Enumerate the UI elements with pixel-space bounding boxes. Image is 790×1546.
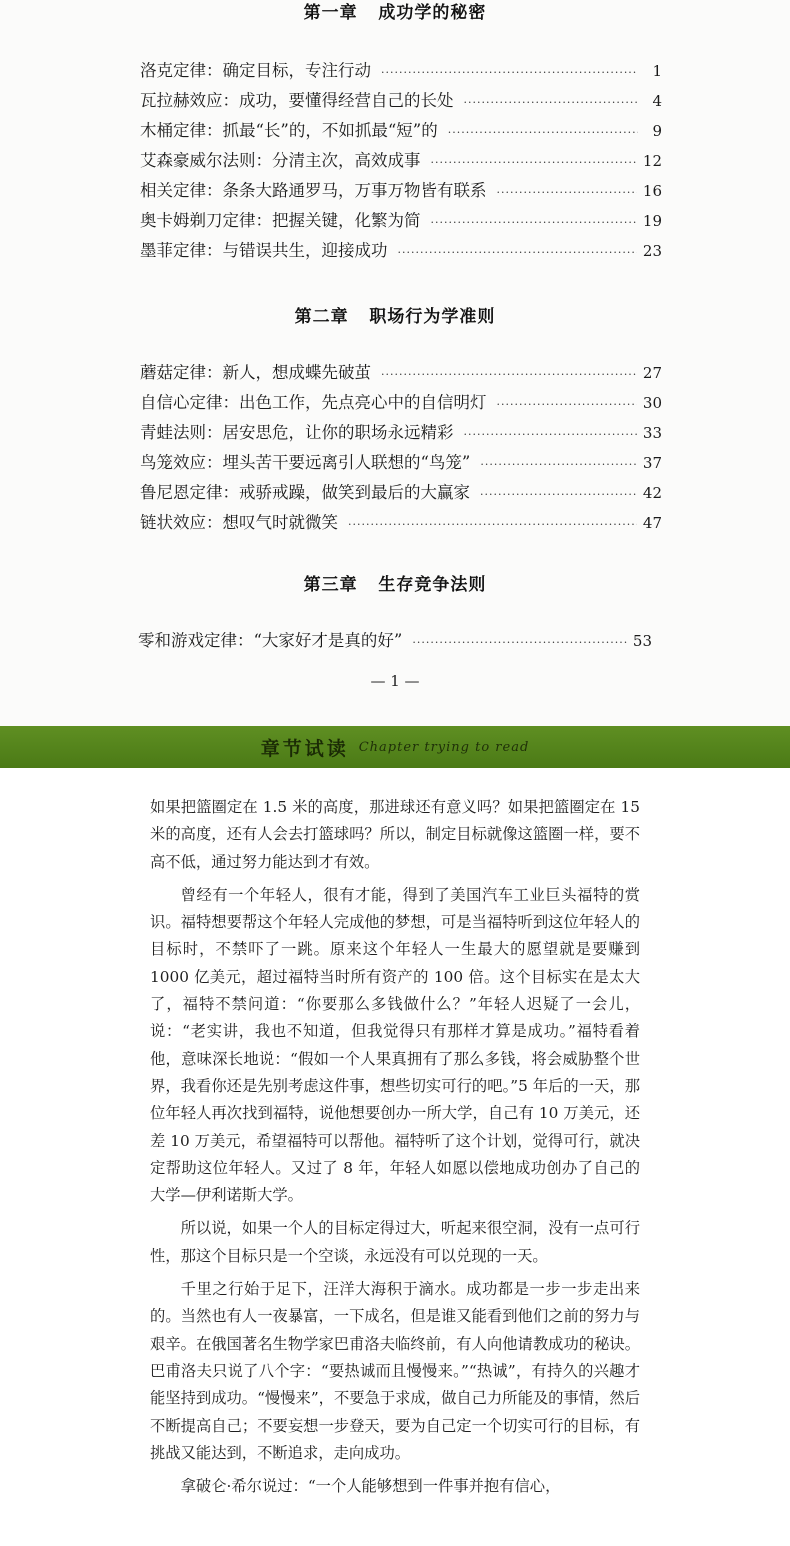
toc-entry-title: 零和游戏定律：“大家好才是真的好” [138,631,403,650]
toc-entry-title: 艾森豪威尔法则：分清主次，高效成事 [140,151,421,170]
toc-entry-title: 自信心定律：出色工作，先点亮心中的自信明灯 [140,393,487,412]
toc-entry[interactable] [140,390,662,416]
toc-entry-page: 9 [652,122,662,140]
toc-entry-page: 53 [632,632,652,650]
leader-dots [497,392,637,418]
toc-entry-title: 相关定律：条条大路通罗马，万事万物皆有联系 [140,181,487,200]
toc-entry-title: 瓦拉赫效应：成功，要懂得经营自己的长处 [140,91,454,110]
excerpt-paragraph: 曾经有一个年轻人，很有才能，得到了美国汽车工业巨头福特的赏识。福特想要帮这个年轻人完成他的梦想，可是当福特听到这位年轻人的目标时，不禁吓了一跳。原来这个年轻人一生最大的愿望就是要赚到 1000 亿美元，超过福特当时所有资产的 100 倍。这个目标实在是太大了，福特不禁问道：“你要那么多钱做什么？”年轻人迟疑了一会儿，说：“老实讲，我也不知道，但我觉得只有那样才算是成功。”福特看着他，意味深长地说：“假如一个人果真拥有了那么多钱，将会威胁整个世界，我看你还是先别考虑这件事，想些切实可行的吧。”5 年后的一天，那位年轻人再次找到福特，说他想要创办一所大学，自己有 10 万美元，还差 10 万美元，希望福特可以帮他。福特听了这个计划，觉得可行，就决定帮助这位年轻人。又过了 8 年，年轻人如愿以偿地成功创办了自己的大学—伊利诺斯大学。 [150,885,640,1205]
leader-dots [381,60,638,86]
toc-entry[interactable] [140,450,662,476]
leader-dots [497,180,637,206]
toc-entry-title: 蘑菇定律：新人，想成蝶先破茧 [140,363,371,382]
toc-entry-page: 33 [642,424,662,442]
toc-entry-page: 30 [642,394,662,412]
leader-dots [381,362,637,388]
page-number: — 1 — [370,672,420,690]
toc-entry-page: 19 [642,212,662,230]
toc-entry-title: 奥卡姆剃刀定律：把握关键，化繁为简 [140,211,421,230]
chapter-1-title: 第一章 成功学的秘密 [303,3,487,23]
toc-entry-title: 木桶定律：抓最“长”的，不如抓最“短”的 [140,121,438,140]
toc-entry[interactable] [140,208,662,234]
excerpt-paragraph: 所以说，如果一个人的目标定得过大，听起来很空洞，没有一点可行性，那这个目标只是一个空谈，永远没有可以兑现的一天。 [150,1219,640,1265]
toc-entry[interactable] [140,88,662,114]
toc-entry-page: 47 [642,514,662,532]
toc-entry-title: 鸟笼效应：埋头苦干要远离引人联想的“鸟笼” [140,453,471,472]
toc-entry[interactable] [140,360,662,386]
toc-entry-title: 鲁尼恩定律：戒骄戒躁，做笑到最后的大赢家 [140,483,470,502]
excerpt-text [150,794,640,1506]
toc-entry-page: 37 [642,454,662,472]
toc-entry-page: 23 [642,242,662,260]
toc-entry[interactable] [140,118,662,144]
toc-entry-page: 42 [642,484,662,502]
chapter-preview-banner [0,726,790,768]
chapter-2-title: 第二章 职场行为学准则 [294,307,496,327]
toc-entry[interactable] [140,58,662,84]
toc-entry-title: 链状效应：想叹气时就微笑 [140,513,338,532]
leader-dots [448,120,638,146]
leader-dots [480,482,637,508]
excerpt-paragraph: 如果把篮圈定在 1.5 米的高度，那进球还有意义吗？如果把篮圈定在 15 米的高度，还有人会去打篮球吗？所以，制定目标就像这篮圈一样，要不高不低，通过努力能达到才有效。 [150,798,640,871]
toc-entry[interactable] [140,420,662,446]
leader-dots [431,210,637,236]
toc-entry[interactable] [140,480,662,506]
toc-entry-title: 洛克定律：确定目标，专注行动 [140,61,371,80]
leader-dots [431,150,637,176]
bottom-fade [0,1520,790,1546]
leader-dots [348,512,637,538]
toc-entry[interactable] [140,178,662,204]
toc-entry-page: 12 [642,152,662,170]
toc-entry[interactable] [138,628,652,654]
table-of-contents [0,0,790,726]
toc-entry[interactable] [140,510,662,536]
leader-dots [464,422,637,448]
leader-dots [412,630,627,656]
banner-title: 章节试读 [260,737,349,760]
leader-dots [464,90,639,116]
toc-entry-title: 青蛙法则：居安思危，让你的职场永远精彩 [140,423,454,442]
toc-entry-page: 4 [652,92,662,110]
banner-subtitle: Chapter trying to read [358,739,530,755]
leader-dots [480,452,637,478]
excerpt-paragraph: 千里之行始于足下，汪洋大海积于滴水。成功都是一步一步走出来的。当然也有人一夜暴富，一下成名，但是谁又能看到他们之前的努力与艰辛。在俄国著名生物学家巴甫洛夫临终前，有人向他请教成功的秘诀。巴甫洛夫只说了八个字：“要热诚而且慢慢来。”“热诚”，有持久的兴趣才能坚持到成功。“慢慢来”，不要急于求成，做自己力所能及的事情，然后不断提高自己；不要妄想一步登天，要为自己定一个切实可行的目标，有挑战又能达到，不断追求，走向成功。 [150,1280,640,1462]
toc-entry-page: 27 [642,364,662,382]
toc-entry-page: 16 [642,182,662,200]
toc-entry[interactable] [140,238,662,264]
toc-entry[interactable] [140,148,662,174]
leader-dots [398,240,637,266]
toc-entry-title: 墨菲定律：与错误共生，迎接成功 [140,241,388,260]
chapter-3-title: 第三章 生存竞争法则 [303,575,487,595]
toc-entry-page: 1 [652,62,662,80]
excerpt-paragraph: 拿破仑·希尔说过：“一个人能够想到一件事并抱有信心， [180,1477,561,1496]
